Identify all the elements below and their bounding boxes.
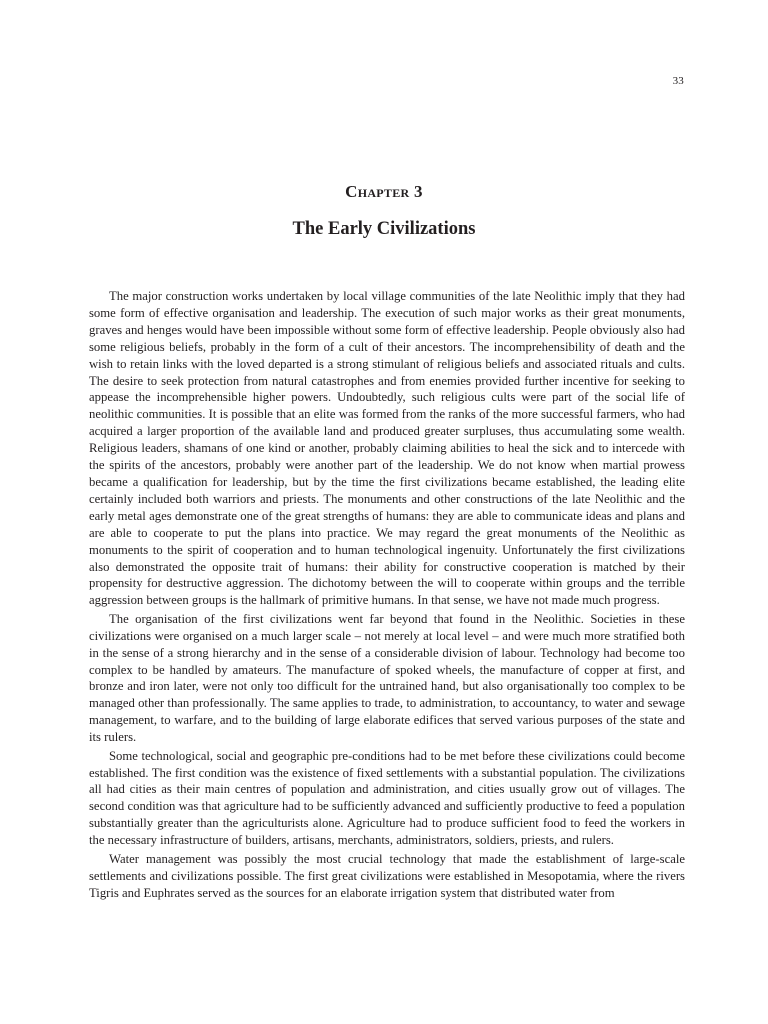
body-text <box>89 288 685 903</box>
chapter-title: The Early Civilizations <box>292 219 476 239</box>
paragraph: The major construction works undertaken by local village communities of the late Neolithic imply that they had some form of effective organisation and leadership. The execution of such major works as their great monuments, graves and henges would have been impossible without some form of effective leadership. People obviously also had some religious beliefs, probably in the form of a cult of their ancestors. The incomprehensibility of death and the wish to retain links with the loved departed is a strong stimulant of religious beliefs and associated rituals and cults. The desire to seek protection from natural catastrophes and from enemies provided further incentive for seeking to appease the incomprehensible higher powers. Undoubtedly, such religious cults were part of the social life of neolithic communities. It is possible that an elite was formed from the ranks of the more successful farmers, who had acquired a larger proportion of the available land and produced greater surpluses, thus accumulating some wealth. Religious leaders, shamans of one kind or another, probably claiming abilities to heal the sick and to intercede with the spirits of the ancestors, probably were another part of the leadership. We do not know when martial prowess became a qualification for leadership, but by the time the first civilizations became established, the leading elite certainly included both warriors and priests. The monuments and other constructions of the late Neolithic and the early metal ages demonstrate one of the great strengths of humans: they are able to communicate ideas and plans and are able to cooperate to put the plans into practice. We may regard the great monuments of the Neolithic as monuments to the spirit of cooperation and to human technological ingenuity. Unfortunately the first civilizations also demonstrated the opposite trait of humans: their ability for constructive cooperation is matched by their propensity for destructive aggression. The dichotomy between the will to cooperate within groups and the terrible aggression between groups is the hallmark of primitive humans. In that sense, we have not made much progress. <box>89 289 685 608</box>
paragraph: The organisation of the first civilizations went far beyond that found in the Neolithic. Societies in these civilizations were organised on a much larger scale – not merely at local level – and were much more stratified both in the sense of a strong hierarchy and in the sense of a considerable division of labour. Technology had become too complex to be handled by amateurs. The manufacture of spoked wheels, the manufacture of copper at first, and bronze and iron later, were not only too difficult for the untrained hand, but also organisationally too complex to be managed other than professionally. The same applies to trade, to administration, to accountancy, to water and sewage management, to warfare, and to the building of large elaborate edifices that served various purposes of the state and its rulers. <box>89 611 685 745</box>
chapter-label: Chapter 3 <box>345 182 423 201</box>
paragraph: Water management was possibly the most crucial technology that made the establishment of large-scale settlements and civilizations possible. The first great civilizations were established in Mesopotamia, where the rivers Tigris and Euphrates served as the sources for an elaborate irrigation system that distributed water from <box>89 851 685 900</box>
page-number: 33 <box>672 75 684 87</box>
paragraph: Some technological, social and geographic pre-conditions had to be met before these civilizations could become established. The first condition was the existence of fixed settlements with a substantial population. The civilizations all had cities as their main centres of population and administration, and cities usually grow out of villages. The second condition was that agriculture had to be sufficiently advanced and sufficiently productive to feed a population substantially greater than the agriculturists alone. Agriculture had to produce sufficient food to feed the workers in the necessary infrastructure of builders, artisans, merchants, administrators, soldiers, priests, and rulers. <box>89 748 685 848</box>
